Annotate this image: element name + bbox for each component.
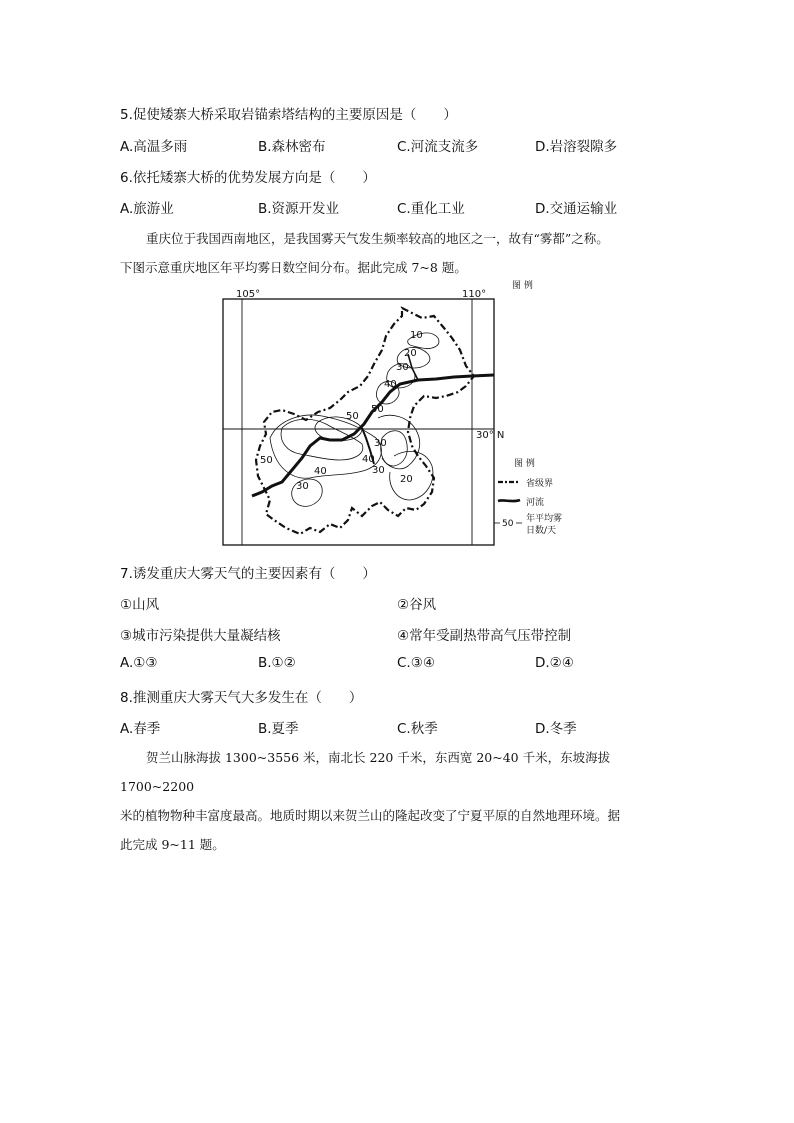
contour-label-30-south: 30 [296, 481, 309, 492]
passage-helan-mountains [120, 743, 680, 859]
q8-option-c: C.秋季 [397, 721, 438, 737]
question-6-stem: 6.依托矮寨大桥的优势发展方向是（ ） [120, 170, 376, 186]
question-8-stem: 8.推测重庆大雾天气大多发生在（ ） [120, 690, 363, 706]
legend-contour-label-1: 年平均雾 [526, 514, 563, 524]
contour-label-40: 40 [384, 379, 397, 390]
q7-item-2: ②谷风 [397, 597, 437, 613]
q7-item-3: ③城市污染提供大量凝结核 [120, 628, 281, 644]
legend-river-label: 河流 [526, 498, 545, 508]
legend-boundary-label: 省级界 [526, 479, 554, 489]
passage-line-1: 重庆位于我国西南地区，是我国雾天气发生频率较高的地区之一，故有“雾都”之称。 [146, 231, 609, 246]
legend-contour-value: 50 [502, 519, 514, 529]
q8-option-d: D.冬季 [535, 721, 577, 737]
lon-label-110: 110° [462, 289, 487, 300]
legend-contour-label-2: 日数/天 [526, 526, 557, 536]
chongqing-fog-map [222, 281, 533, 548]
lat-label-30n: 30° N [476, 430, 505, 441]
q5-option-d: D.岩溶裂隙多 [535, 139, 618, 155]
q8-option-a: A.春季 [120, 721, 161, 737]
passage2-line-2: 米的植物物种丰富度最高。地质时期以来贺兰山的隆起改变了宁夏平原的自然地理环境。据 [120, 808, 621, 823]
q5-option-c: C.河流支流多 [397, 139, 479, 155]
q7-item-1: ①山风 [120, 597, 160, 613]
q7-option-a: A.①③ [120, 655, 158, 671]
legend-title: 图 例 [512, 281, 533, 291]
q5-option-a: A.高温多雨 [120, 139, 188, 155]
contour-label-40-east: 40 [362, 454, 375, 465]
passage2-line-1: 贺兰山脉海拔 1300~3556 米，南北长 220 千米，东西宽 20~40 千米，东坡海拔 1700~2200 [120, 750, 611, 794]
map-legend [512, 279, 533, 291]
contour-label-20-southeast: 20 [400, 474, 413, 485]
contour-label-30-center: 30 [374, 438, 387, 449]
q7-option-b: B.①② [258, 655, 296, 671]
lon-label-105: 105° [236, 289, 261, 300]
passage2-line-3: 此完成 9~11 题。 [120, 837, 225, 852]
q7-item-4: ④常年受副热带高气压带控制 [397, 628, 572, 644]
contour-label-20: 20 [404, 348, 417, 359]
q6-option-c: C.重化工业 [397, 201, 465, 217]
passage-line-2: 下图示意重庆地区年平均雾日数空间分布。据此完成 7~8 题。 [120, 260, 467, 275]
q7-option-d: D.②④ [535, 655, 574, 671]
question-5-stem: 5.促使矮寨大桥采取岩锚索塔结构的主要原因是（ ） [120, 107, 457, 123]
contour-label-50-north: 50 [371, 404, 384, 415]
map-legend-panel [494, 455, 584, 545]
legend-title: 图 例 [514, 459, 535, 469]
question-7-stem: 7.诱发重庆大雾天气的主要因素有（ ） [120, 566, 376, 582]
q6-option-d: D.交通运输业 [535, 201, 618, 217]
passage-chongqing-fog [120, 224, 680, 282]
q5-option-b: B.森林密布 [258, 139, 326, 155]
contour-label-50-center: 50 [346, 411, 359, 422]
contour-label-30: 30 [396, 362, 409, 373]
q7-option-c: C.③④ [397, 655, 435, 671]
legend-river-symbol [498, 500, 520, 501]
q6-option-a: A.旅游业 [120, 201, 174, 217]
q6-option-b: B.资源开发业 [258, 201, 340, 217]
contour-label-50-west: 50 [260, 455, 273, 466]
q8-option-b: B.夏季 [258, 721, 299, 737]
contour-label-10: 10 [410, 330, 423, 341]
contour-label-40-south: 40 [314, 466, 327, 477]
contour-label-30-east: 30 [372, 465, 385, 476]
